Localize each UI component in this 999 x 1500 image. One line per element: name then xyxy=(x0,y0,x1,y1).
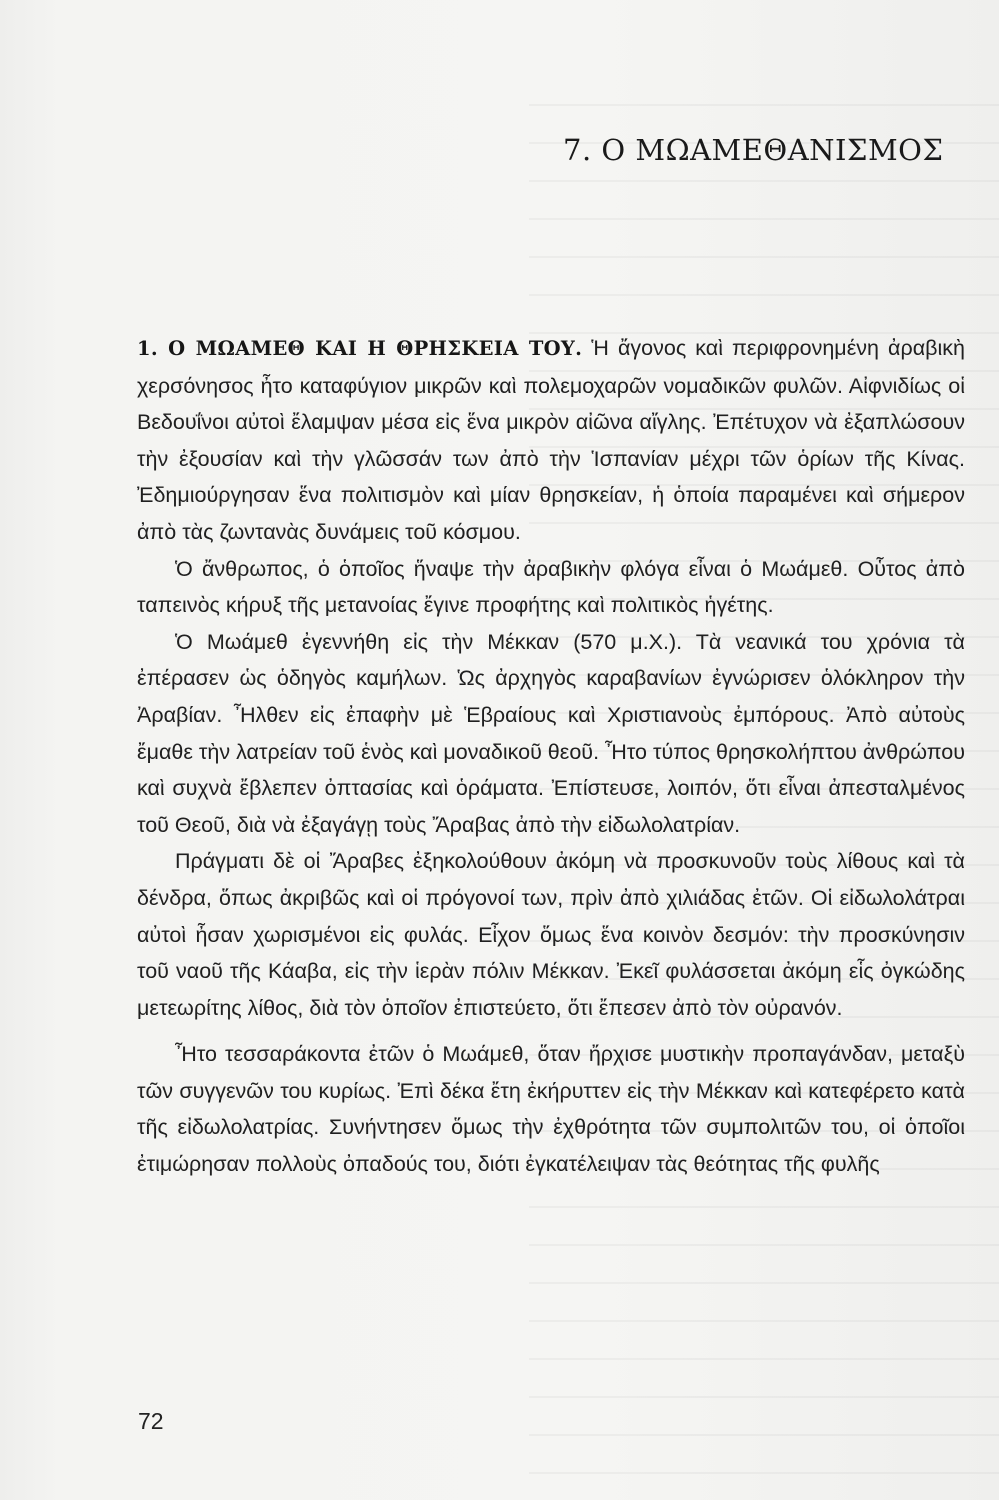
paragraph-muhammad: Ὁ ἄνθρωπος, ὁ ὁποῖος ἥναψε τὴν ἀραβικὴν φλόγα εἶναι ὁ Μωάμεθ. Οὗτος ἀπὸ ταπεινὸς κήρυξ τῆς μετανοίας ἔγινε προφήτης καὶ πολιτικὸς ἡγέτης. xyxy=(137,556,965,618)
section-paragraph xyxy=(137,330,965,551)
paragraph-idolatry: Πράγματι δὲ οἱ Ἄραβες ἐξηκολούθουν ἀκόμη νὰ προσκυνοῦν τοὺς λίθους καὶ τὰ δένδρα, ὅπως ἀκριβῶς καὶ οἱ πρόγονοί των, πρὶν ἀπὸ χιλιάδας ἐτῶν. Οἱ εἰδωλολάτραι αὐτοὶ ἦσαν χωρισμένοι εἰς φυλάς. Εἶχον ὅμως ἕνα κοινὸν δεσμόν: τὴν προσκύνησιν τοῦ ναοῦ τῆς Κάαβα, εἰς τὴν ἱερὰν πόλιν Μέκκαν. Ἐκεῖ φυλάσσεται ἀκόμη εἷς ὀγκώδης μετεωρίτης λίθος, διὰ τὸν ὁποῖον ἐπιστεύετο, ὅτι ἔπεσεν ἀπὸ τὸν οὐρανόν. xyxy=(137,849,965,1020)
paragraph-preaching: Ἦτο τεσσαράκοντα ἐτῶν ὁ Μωάμεθ, ὅταν ἤρχισε μυστικὴν προπαγάνδαν, μεταξὺ τῶν συγγενῶν του κυρίως. Ἐπὶ δέκα ἔτη ἐκήρυττεν εἰς τὴν Μέκκαν καὶ κατεφέρετο κατὰ τῆς εἰδωλολατρίας. Συνήντησεν ὅμως τὴν ἐχθρότητα τῶν συμπολιτῶν του, οἱ ὁποῖοι ἐτιμώρησαν πολλοὺς ὀπαδούς του, διότι ἐγκατέλειψαν τὰς θεότητας τῆς φυλῆς xyxy=(137,1042,965,1177)
section-intro-text: Ἡ ἄγονος καὶ περιφρονημένη ἀραβικὴ χερσόνησος ἦτο καταφύγιον μικρῶν καὶ πολεμοχαρῶν νομαδικῶν φυλῶν. Αἰφνιδίως οἱ Βεδουΐνοι αὐτοὶ ἔλαμψαν μέσα εἰς ἕνα μικρὸν αἰῶνα αἴγλης. Ἐπέτυχον νὰ ἐξαπλώσουν τὴν ἐξουσίαν καὶ τὴν γλῶσσάν των ἀπὸ τὴν Ἱσπανίαν μέχρι τῶν ὁρίων τῆς Κίνας. Ἐδημιούργησαν ἕνα πολιτισμὸν καὶ μίαν θρησκείαν, ἡ ὁποία παραμένει καὶ σήμερον ἀπὸ τὰς ζωντανὰς δυνάμεις τοῦ κόσμου. xyxy=(137,336,965,544)
body-text xyxy=(137,330,965,1183)
chapter-title: 7. Ο ΜΩΑΜΕΘΑΝΙΣΜΟΣ xyxy=(563,133,944,168)
page-number: 72 xyxy=(138,1408,164,1434)
section-heading: 1. Ο ΜΩΑΜΕΘ ΚΑΙ Η ΘΡΗΣΚΕΙΑ ΤΟΥ. xyxy=(137,337,583,360)
paragraph-birth: Ὁ Μωάμεθ ἐγεννήθη εἰς τὴν Μέκκαν (570 μ.Χ.). Τὰ νεανικά του χρόνια τὰ ἐπέρασεν ὡς ὁδηγὸς καμήλων. Ὡς ἀρχηγὸς καραβανίων ἐγνώρισεν ὁλόκληρον τὴν Ἀραβίαν. Ἦλθεν εἰς ἐπαφὴν μὲ Ἑβραίους καὶ Χριστιανοὺς ἐμπόρους. Ἀπὸ αὐτοὺς ἔμαθε τὴν λατρείαν τοῦ ἑνὸς καὶ μοναδικοῦ θεοῦ. Ἦτο τύπος θρησκολήπτου ἀνθρώπου καὶ συχνὰ ἔβλεπεν ὀπτασίας καὶ ὁράματα. Ἐπίστευσε, λοιπόν, ὅτι εἶναι ἀπεσταλμένος τοῦ Θεοῦ, διὰ νὰ ἐξαγάγῃ τοὺς Ἄραβας ἀπὸ τὴν εἰδωλολατρίαν. xyxy=(137,629,965,837)
